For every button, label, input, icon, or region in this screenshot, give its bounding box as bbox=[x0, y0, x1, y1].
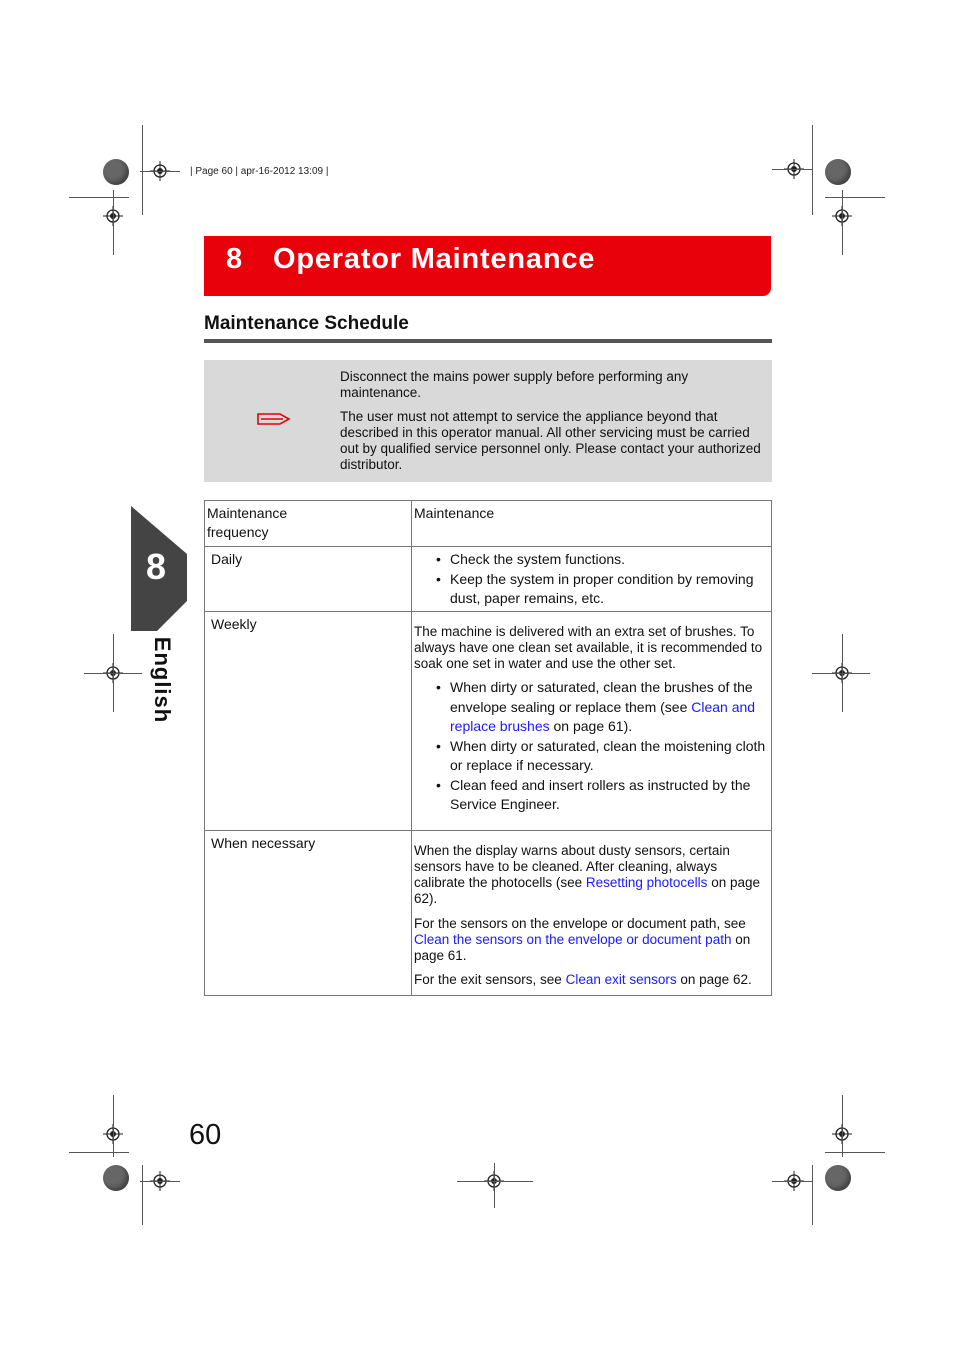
header-maintenance: Maintenance bbox=[412, 501, 772, 547]
crop-line bbox=[842, 190, 843, 255]
link-clean-replace-brushes[interactable]: Clean and replace brushes bbox=[450, 698, 756, 734]
maintenance-cell bbox=[412, 547, 772, 612]
chapter-number: 8 bbox=[226, 243, 243, 275]
crop-line bbox=[494, 1163, 495, 1208]
crop-line bbox=[113, 190, 114, 255]
path-sensors-paragraph: For the sensors on the envelope or document path, see Clean the sensors on the envelope or document path on page 61. bbox=[414, 916, 751, 963]
crop-line bbox=[825, 1152, 885, 1153]
table-row bbox=[205, 547, 772, 612]
crop-line bbox=[142, 1165, 143, 1225]
maintenance-cell bbox=[412, 831, 772, 996]
task-list bbox=[412, 678, 771, 815]
warning-text-1: Disconnect the mains power supply before performing any maintenance. bbox=[340, 369, 689, 400]
link-resetting-photocells[interactable]: Resetting photocells bbox=[585, 875, 708, 890]
task-list bbox=[412, 547, 771, 609]
chapter-banner bbox=[204, 236, 771, 296]
page-number: 60 bbox=[189, 1119, 222, 1151]
crop-line bbox=[825, 197, 885, 198]
list-item: • Keep the system in proper condition by removing dust, paper remains, etc. bbox=[412, 570, 771, 609]
crop-line bbox=[457, 1181, 533, 1182]
crop-line bbox=[772, 169, 812, 170]
maintenance-table bbox=[204, 500, 772, 996]
section-divider bbox=[204, 339, 772, 343]
exit-sensors-paragraph: For the exit sensors, see Clean exit sensors on page 62. bbox=[414, 972, 752, 987]
warning-box bbox=[204, 360, 772, 482]
header-frequency: Maintenance frequency bbox=[205, 501, 412, 547]
crop-line bbox=[69, 1152, 129, 1153]
weekly-intro: The machine is delivered with an extra set of brushes. To always have one clean set available, it is recommended to soak one set in water and use the other set. bbox=[414, 624, 763, 671]
crop-line bbox=[69, 197, 129, 198]
crop-line bbox=[140, 1181, 180, 1182]
section-title: Maintenance Schedule bbox=[204, 313, 409, 334]
registration-dot bbox=[825, 159, 851, 185]
frequency-cell: Weekly bbox=[205, 612, 412, 831]
list-item: • Clean feed and insert rollers as instructed by the Service Engineer. bbox=[412, 776, 771, 815]
link-clean-exit-sensors[interactable]: Clean exit sensors bbox=[565, 972, 677, 987]
sensors-paragraph: When the display warns about dusty sensors, certain sensors have to be cleaned. After cleaning, always calibrate the photocells (see Resetting photocells on page 62). bbox=[414, 843, 760, 906]
table-row bbox=[205, 831, 772, 996]
crop-line bbox=[812, 125, 813, 215]
language-label: English bbox=[150, 636, 175, 724]
crop-line bbox=[842, 1095, 843, 1157]
table-header-row bbox=[205, 501, 772, 547]
frequency-cell: Daily bbox=[205, 547, 412, 612]
crop-line bbox=[772, 1181, 812, 1182]
list-item: • When dirty or saturated, clean the moistening cloth or replace if necessary. bbox=[412, 737, 771, 776]
side-tab-number: 8 bbox=[146, 546, 167, 587]
frequency-cell: When necessary bbox=[205, 831, 412, 996]
crop-line bbox=[812, 673, 870, 674]
registration-dot bbox=[825, 1165, 851, 1191]
crop-line bbox=[140, 171, 180, 172]
registration-dot bbox=[103, 1165, 129, 1191]
warning-text-2: The user must not attempt to service the appliance beyond that described in this operator manual. All other servicing must be carried out by qualified service personnel only. Please contact your authorized distributor. bbox=[340, 409, 761, 472]
list-item: • Check the system functions. bbox=[412, 550, 771, 570]
pointer-arrow-icon bbox=[256, 410, 292, 428]
maintenance-cell bbox=[412, 612, 772, 831]
print-info: | Page 60 | apr-16-2012 13:09 | bbox=[190, 166, 329, 177]
crop-line bbox=[113, 1095, 114, 1157]
link-clean-path-sensors[interactable]: Clean the sensors on the envelope or document path bbox=[414, 932, 732, 947]
crop-line bbox=[812, 1165, 813, 1225]
crop-line bbox=[142, 125, 143, 215]
registration-dot bbox=[103, 159, 129, 185]
list-item: • When dirty or saturated, clean the brushes of the envelope sealing or replace them (see Clean and replace brushes on page 61). bbox=[412, 678, 771, 737]
chapter-title: Operator Maintenance bbox=[273, 243, 596, 275]
crop-line bbox=[84, 673, 142, 674]
table-row bbox=[205, 612, 772, 831]
